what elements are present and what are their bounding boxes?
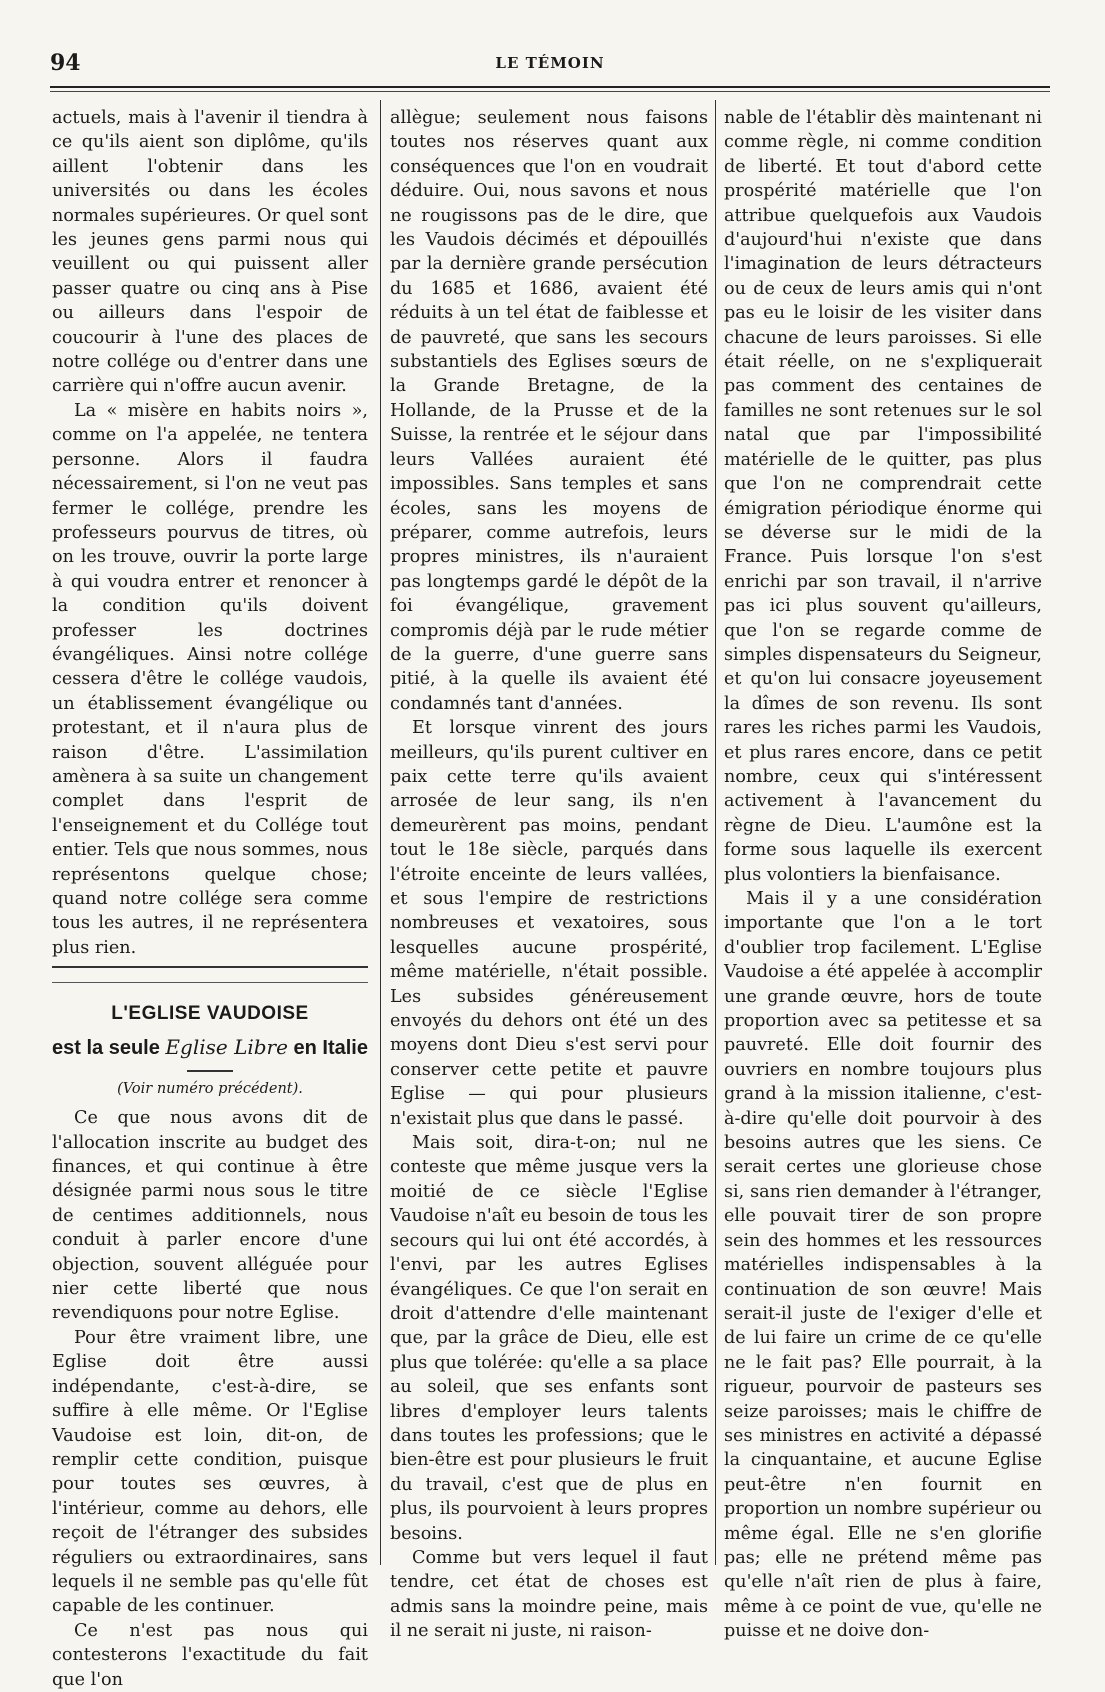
title-dash [187, 1070, 233, 1072]
header-rule [50, 86, 1050, 88]
page-number: 94 [50, 50, 81, 76]
article-note: (Voir numéro précédent). [117, 1081, 303, 1098]
subtitle-text: est la seule [52, 1037, 166, 1060]
header-rule-thin [50, 91, 1050, 92]
column-2 [390, 106, 708, 1642]
subtitle-emphasis: Eglise Libre [165, 1035, 288, 1060]
column-1 [52, 106, 368, 1690]
column-divider-2 [715, 100, 716, 1565]
paragraph: Mais soit, dira-t-on; nul ne conteste que même jusque vers la moitié de ce siècle l'Eglise Vaudoise n'aît eu besoin de tous les secours qui lui ont été accordés, à l'envi, par les autres Eglises évangéliques. Ce que l'on serait en droit d'attendre d'elle maintenant que, par la grâce de Dieu, elle est plus que tolérée: qu'elle a sa place au soleil, que ses enfants sont libres d'employer leurs talents dans toutes les professions; que le bien-être est pour plusieurs le fruit du travail, c'est que de plus en plus, ils pourvoient à leurs propres besoins. [390, 1133, 708, 1544]
article-separator [52, 966, 368, 983]
article-subtitle [52, 1033, 368, 1062]
paragraph: actuels, mais à l'avenir il tiendra à ce qu'ils aient son diplôme, qu'ils aillent l'obtenir dans les universités ou dans les écoles normales supérieures. Or quel sont les jeunes gens parmi nous qui veuillent ou qui puissent aller passer quatre ou cinq ans à Pise ou ailleurs dans l'espoir de coucourir à l'une des places de notre collége ou d'entrer dans une carrière qui n'offre aucun avenir. [52, 108, 368, 397]
running-title: LE TÉMOIN [495, 54, 605, 72]
paragraph: allègue; seulement nous faisons toutes nos réserves quant aux conséquences que l'on en voudrait déduire. Oui, nous savons et nous ne rougissons pas de le dire, que les Vaudois décimés et dépouillés par la dernière grande persécution du 1685 et 1686, avaient été réduits à un tel état de faiblesse et de pauvreté, que sans les secours substantiels des Eglises sœurs de la Grande Bretagne, de la Hollande, de la Prusse et de la Suisse, la rentrée et le séjour dans leurs Vallées auraient été impossibles. Sans temples et sans écoles, sans les moyens de préparer, comme autrefois, leurs propres ministres, ils n'auraient pas longtemps gardé le dépôt de la foi évangélique, gravement compromis déjà par le rude métier de la guerre, d'une guerre sans pitié, à la quelle ils avaient été condamnés tant d'années. [390, 108, 708, 714]
paragraph: Comme but vers lequel il faut tendre, cet état de choses est admis sans la moindre peine, mais il ne serait ni juste, ni raison- [390, 1547, 708, 1642]
article-title: L'EGLISE VAUDOISE [111, 1003, 309, 1025]
page-header [50, 50, 1050, 78]
paragraph: Ce n'est pas nous qui contesterons l'exactitude du fait que l'on [52, 1620, 368, 1690]
paragraph: nable de l'établir dès maintenant ni comme règle, ni comme condition de liberté. Et tout d'abord cette prospérité matérielle que l'on attribue quelquefois aux Vaudois d'aujourd'hui n'existe que dans l'imagination de leurs détracteurs ou de ceux de leurs amis qui n'ont pas eu le loisir de les visiter dans chacune de leurs paroisses. Si elle était réelle, on ne s'expliquerait pas comment des centaines de familles ne sont retenues sur le sol natal que par l'impossibilité matérielle de le quitter, pas plus que l'on ne comprendrait cette émigration périodique énorme qui se déverse sur le midi de la France. Puis lorsque l'on s'est enrichi par son travail, il n'arrive pas ici plus souvent qu'ailleurs, que l'on se regarde comme de simples dispensateurs du Seigneur, et qu'on lui consacre joyeusement la dîmes de son revenu. Ils sont rares les riches parmi les Vaudois, et plus rares encore, dans ce petit nombre, ceux qui s'intéressent activement à l'avancement du règne de Dieu. L'aumône est la forme sous laquelle ils exercent plus volontiers la bienfaisance. [724, 108, 1042, 885]
column-3 [724, 106, 1042, 1642]
paragraph: Mais il y a une considération importante que l'on a le tort d'oublier trop facilement. L'Eglise Vaudoise a été appelée à accomplir une grande œuvre, hors de toute proportion avec sa petitesse et sa pauvreté. Elle doit fournir des ouvriers en nombre toujours plus grand à la mission italienne, c'est-à-dire qu'elle doit pourvoir à des besoins autres que les siens. Ce serait certes une glorieuse chose si, sans rien demander à l'étranger, elle pouvait tirer de son propre sein des hommes et les ressources matérielles indispensables à la continuation de son œuvre! Mais serait-il juste de l'exiger d'elle et de lui faire un crime de ce qu'elle ne le fait pas? Elle pourrait, à la rigueur, pourvoir de pasteurs ses seize paroisses; mais le chiffre de ses ministres en activité a dépassé la cinquantaine, et aucune Eglise peut-être n'en fournit en proportion un nombre supérieur ou même égal. Elle ne s'en glorifie pas; elle ne prétend même pas qu'elle n'aît rien de plus à faire, même à ce point de vue, qu'elle ne puisse et ne doive don- [724, 889, 1042, 1642]
paragraph: La « misère en habits noirs », comme on l'a appelée, ne tentera personne. Alors il faudra nécessairement, si l'on ne veut pas fermer le collége, prendre les professeurs pourvus de titres, où on les trouve, ouvrir la porte large à qui voudra entrer et renoncer à la condition qu'ils doivent professer les doctrines évangéliques. Ainsi notre collége cessera d'être le collége vaudois, un établissement évangélique ou protestant, et il n'aura plus de raison d'être. L'assimilation amènera à sa suite un changement complet dans l'esprit de l'enseignement et du Collége tout entier. Tels que nous sommes, nous représentons quelque chose; quand notre collége sera comme tous les autres, il ne représentera plus rien. [52, 400, 368, 958]
paragraph: Ce que nous avons dit de l'allocation inscrite au budget des finances, et qui continue à être désignée parmi nous sous le titre de centimes additionnels, nous conduit à parler encore d'une objection, souvent alléguée pour nier cette liberté que nous revendiquons pour notre Eglise. [52, 1108, 368, 1324]
paragraph: Pour être vraiment libre, une Eglise doit être aussi indépendante, c'est-à-dire, se suffire à elle même. Or l'Eglise Vaudoise est loin, dit-on, de remplir cette condition, puisque pour toutes ses œuvres, à l'intérieur, comme au dehors, elle reçoit de l'étranger des subsides réguliers ou extraordinaires, sans lequels il ne semble pas qu'elle fût capable de les continuer. [52, 1327, 368, 1617]
paragraph: Et lorsque vinrent des jours meilleurs, qu'ils purent cultiver en paix cette terre qu'ils avaient arrosée de leur sang, ils n'en demeurèrent pas moins, pendant tout le 18e siècle, parqués dans l'étroite enceinte de leurs vallées, et sous l'empire de restrictions nombreuses et vexatoires, sous lesquelles aucune prospérité, même matérielle, n'était possible. Les subsides généreusement envoyés du dehors ont été un des moyens dont Dieu s'est servi pour conserver cette petite et pauvre Eglise — qui pour plusieurs n'existait plus que dans le passé. [390, 718, 708, 1129]
subtitle-text: en Italie [287, 1037, 368, 1060]
column-divider-1 [380, 100, 381, 1565]
